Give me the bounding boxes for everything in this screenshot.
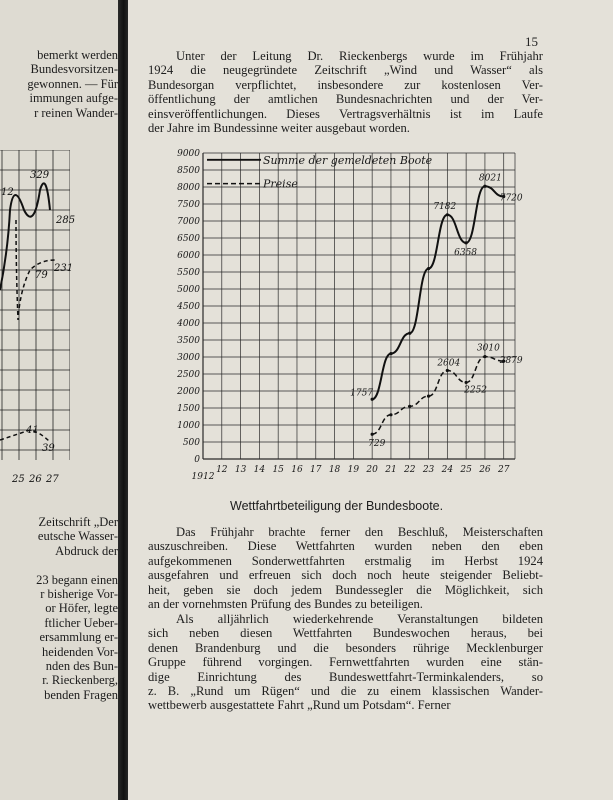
x-tick-label: 12 [216, 465, 228, 475]
participation-chart [165, 145, 525, 495]
y-tick-label: 3500 [177, 336, 200, 346]
data-label: 8021 [478, 173, 502, 184]
left-page-chart-fragment [0, 150, 70, 470]
x-tick-label: 1912 [191, 472, 215, 482]
data-label: 2252 [464, 385, 488, 396]
data-point [371, 433, 374, 436]
chart-caption: Wettfahrtbeteiligung der Bundesboote. [230, 499, 444, 513]
paragraph-1-line: einsveröffentlichungen. Dieses Vertragsverhältnis ist im Laufe [148, 106, 543, 121]
y-tick-label: 8000 [177, 183, 200, 193]
left-page-line: nden des Bun- [45, 659, 118, 673]
y-tick-label: 8500 [177, 166, 200, 176]
paragraph-1-line: Bundesorgan verpflichtet, insbesondere zur kostenlosen Ver- [148, 77, 543, 92]
left-chart-label: 12 [1, 187, 14, 198]
paragraph-3-line: Gruppe führend vorgingen. Fernwettfahrten wurden eine stän- [148, 655, 543, 670]
data-point [483, 185, 486, 188]
y-tick-label: 7000 [177, 217, 200, 227]
data-label: 6358 [454, 247, 478, 258]
x-tick-label: 18 [328, 465, 341, 475]
y-tick-label: 5000 [177, 285, 200, 295]
data-label: 2604 [437, 358, 461, 369]
left-page-line: Zeitschrift „Der [38, 515, 118, 529]
paragraph-3-line: dige Einrichtung des Bundeswettfahrt-Terminkalenders, so [148, 669, 543, 684]
x-tick-label: 16 [291, 465, 303, 475]
left-chart-x-tick: 26 [29, 474, 42, 485]
y-tick-label: 4500 [177, 302, 200, 312]
paragraph-1-line: 1924 die neugegründete Zeitschrift „Wind und Wasser“ als [148, 63, 543, 78]
x-tick-label: 22 [404, 465, 416, 475]
paragraph-3-line: z. B. „Rund um Rügen“ und die zu einem klassischen Wander- [148, 684, 543, 699]
legend-label-prizes: Preise [263, 177, 298, 191]
data-point [446, 213, 449, 216]
left-chart-x-tick: 25 [12, 474, 25, 485]
y-tick-label: 5500 [177, 268, 200, 278]
left-page-line: r bisherige Vor- [40, 587, 118, 601]
left-chart-label: 285 [56, 215, 76, 226]
data-label: 2879 [499, 356, 523, 367]
x-tick-label: 19 [347, 465, 360, 475]
paragraph-3 [148, 612, 543, 713]
x-tick-label: 17 [310, 465, 322, 475]
data-point [408, 405, 411, 408]
left-page-line: gewonnen. — Für [27, 76, 118, 91]
data-label: 1757 [350, 388, 374, 399]
data-point [389, 352, 392, 355]
data-label: 7182 [433, 201, 457, 212]
paragraph-1-line: der Jahre im Bundessinne weiter ausgebaut worden. [148, 121, 410, 136]
data-point [427, 395, 430, 398]
x-tick-label: 20 [366, 465, 378, 475]
paragraph-1-line: öffentlichung der amtlichen Bundesnachrichten und der Ver- [148, 92, 543, 107]
y-tick-label: 0 [194, 455, 200, 465]
left-page-line: ftlicher Ueber- [44, 615, 118, 630]
data-point [446, 369, 449, 372]
y-tick-label: 500 [182, 438, 200, 448]
x-tick-label: 23 [422, 465, 435, 475]
x-tick-label: 25 [460, 465, 472, 475]
left-page-line: ersammlung er- [39, 630, 118, 645]
data-point [427, 267, 430, 270]
paragraph-2 [148, 525, 543, 611]
left-page-line: eutsche Wasser- [37, 529, 118, 544]
x-tick-label: 13 [234, 465, 247, 475]
left-page-line: immungen aufge- [29, 91, 118, 106]
left-page-line: heidenden Vor- [41, 644, 118, 659]
left-page-line: benden Fragen [44, 687, 118, 702]
paragraph-2-line: auszuschreiben. Diese Wettfahrten wurden neben den eben [148, 539, 543, 554]
x-tick-label: 15 [272, 465, 284, 475]
data-point [389, 413, 392, 416]
y-tick-label: 1500 [177, 404, 200, 414]
paragraph-2-line: heit, geben sie doch jedem Bundessegler die Möglichkeit, sich [148, 582, 543, 597]
paragraph-1-line: Unter der Leitung Dr. Rieckenbergs wurde im Frühjahr [176, 49, 543, 63]
left-page-line: r reinen Wander- [34, 105, 118, 120]
left-page-line: bemerkt werden [37, 48, 118, 62]
data-point [408, 332, 411, 335]
page-number: 15 [525, 34, 538, 49]
x-tick-label: 26 [479, 465, 491, 475]
x-tick-label: 21 [385, 465, 397, 475]
left-chart-label: 79 [35, 270, 48, 281]
left-chart-label: 329 [30, 170, 50, 181]
left-chart-label: 39 [42, 443, 55, 454]
left-page-line: 23 begann einen [36, 572, 118, 587]
y-tick-label: 7500 [177, 200, 200, 210]
data-point [465, 241, 468, 244]
paragraph-2-line: ausgefahren und erfreuen sich doch noch heute steigender Beliebt- [148, 568, 543, 583]
x-tick-label: 14 [253, 465, 266, 475]
left-page-line: or Höfer, legte [45, 601, 118, 616]
y-tick-label: 1000 [177, 421, 200, 431]
y-tick-label: 2000 [177, 387, 200, 397]
y-tick-label: 9000 [177, 149, 200, 159]
data-label: 729 [368, 439, 386, 450]
paragraph-1 [148, 49, 543, 135]
legend-label-total-boats: Summe der gemeldeten Boote [263, 153, 433, 167]
left-chart-label: 41 [26, 425, 39, 436]
data-label: 3010 [476, 343, 500, 354]
left-page-line: Abdruck der [55, 543, 118, 558]
paragraph-2-line: aufgekommenen Sonderwettfahrten erstmalig im Herbst 1924 [148, 553, 543, 568]
left-page-line: Bundesvorsitzen- [30, 62, 118, 77]
paragraph-3-line: sich neben diesen Wettfahrten Bundeswochen heraus, bei [148, 626, 543, 641]
paragraph-3-line: denen Brandenburg und die besonders rührige Mecklenburger [148, 640, 543, 655]
left-chart-x-tick: 27 [46, 474, 59, 485]
paragraph-2-line: Das Frühjahr brachte ferner den Beschluß, Meisterschaften [176, 525, 543, 539]
paragraph-3-line: wettbewerb ausgestattete Fahrt „Rund um Potsdam“. Ferner [148, 698, 451, 713]
left-page-line: r. Rieckenberg, [42, 673, 118, 688]
data-point [483, 355, 486, 358]
x-tick-label: 27 [497, 465, 510, 475]
left-chart-label: 231 [54, 263, 74, 274]
y-tick-label: 4000 [177, 319, 200, 329]
data-label: 7720 [499, 193, 523, 204]
y-tick-label: 2500 [177, 370, 200, 380]
x-tick-label: 24 [441, 465, 454, 475]
y-tick-label: 6500 [177, 234, 200, 244]
y-tick-label: 6000 [177, 251, 200, 261]
y-tick-label: 3000 [177, 353, 200, 363]
data-point [465, 381, 468, 384]
paragraph-3-line: Als alljährlich wiederkehrende Veranstaltungen bildeten [176, 612, 543, 626]
left-page [0, 0, 122, 800]
paragraph-2-line: an der vornehmsten Prüfung des Bundes zu beteiligen. [148, 597, 423, 612]
